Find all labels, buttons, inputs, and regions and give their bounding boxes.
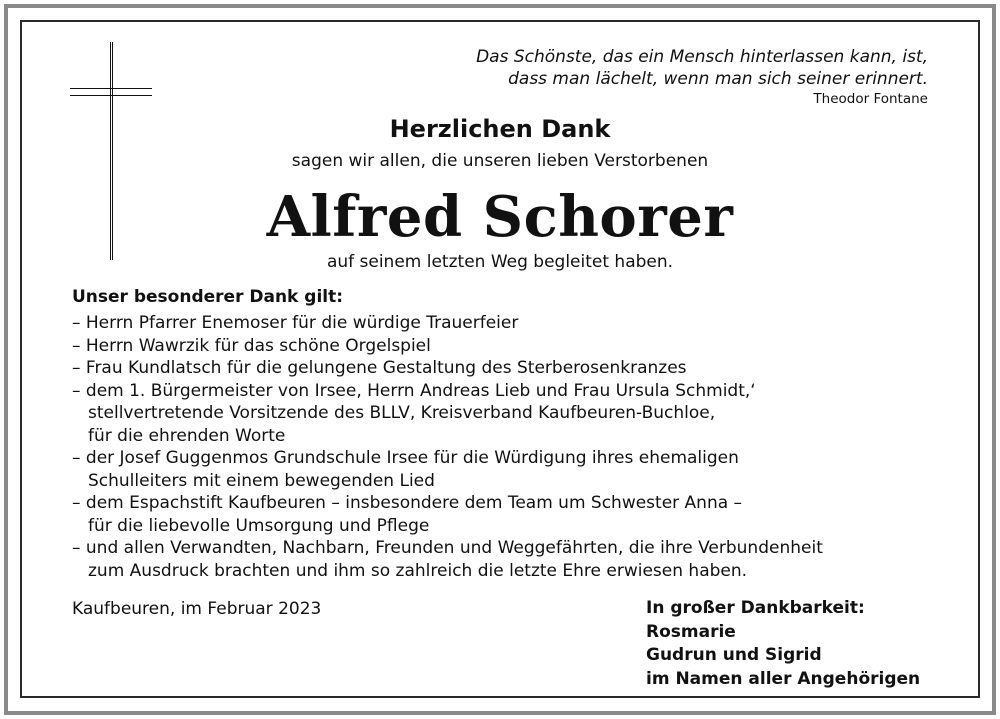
list-item	[72, 335, 932, 358]
list-item-line: zum Ausdruck brachten und ihm so zahlreich die letzte Ehre erwiesen haben.	[88, 560, 748, 581]
list-item	[72, 357, 932, 380]
quote-author: Theodor Fontane	[813, 91, 928, 107]
special-thanks-list	[72, 312, 932, 582]
cross-icon-crossbar	[70, 88, 152, 96]
list-item-line: – Herrn Pfarrer Enemoser für die würdige Trauerfeier	[72, 313, 519, 333]
list-item	[72, 447, 932, 492]
list-item	[72, 380, 932, 448]
list-item-line: Schulleiters mit einem bewegenden Lied	[88, 470, 435, 491]
place-date: Kaufbeuren, im Februar 2023	[72, 599, 322, 619]
thanks-subtitle: sagen wir allen, die unseren lieben Verstorbenen	[291, 151, 709, 171]
quote-line-1: Das Schönste, das ein Mensch hinterlassen kann, ist,	[476, 47, 928, 67]
list-item-line: stellvertretende Vorsitzende des BLLV, Kreisverband Kaufbeuren-Buchloe,	[88, 403, 716, 423]
closing-line: auf seinem letzten Weg begleitet haben.	[326, 252, 674, 272]
signature-line: Gudrun und Sigrid	[646, 645, 822, 665]
signature-line: In großer Dankbarkeit:	[646, 598, 865, 618]
list-item	[72, 537, 932, 582]
list-item-line: – dem 1. Bürgermeister von Irsee, Herrn Andreas Lieb und Frau Ursula Schmidt,‘	[72, 380, 756, 401]
list-item	[72, 312, 932, 335]
special-thanks-heading: Unser besonderer Dank gilt:	[72, 287, 344, 307]
list-item-line: für die liebevolle Umsorgung und Pflege	[88, 515, 430, 536]
list-item-line: – Herrn Wawrzik für das schöne Orgelspiel	[72, 335, 431, 356]
list-item	[72, 492, 932, 537]
deceased-name: Alfred Schorer	[266, 184, 734, 250]
list-item-line: – der Josef Guggenmos Grundschule Irsee für die Würdigung ihres ehemaligen	[72, 448, 739, 468]
thanks-title: Herzlichen Dank	[389, 115, 611, 143]
list-item-line: – dem Espachstift Kaufbeuren – insbesondere dem Team um Schwester Anna –	[72, 493, 743, 513]
signature-line: im Namen aller Angehörigen	[646, 668, 921, 689]
fontane-quote	[476, 46, 928, 90]
list-item-line: für die ehrenden Worte	[88, 425, 286, 446]
list-item-line: – Frau Kundlatsch für die gelungene Gestaltung des Sterberosenkranzes	[72, 358, 687, 378]
list-item-line: – und allen Verwandten, Nachbarn, Freunden und Weggefährten, die ihre Verbundenheit	[72, 538, 823, 558]
signature-block	[646, 597, 920, 691]
signature-line: Rosmarie	[646, 621, 736, 642]
quote-line-2: dass man lächelt, wenn man sich seiner erinnert.	[508, 69, 928, 89]
